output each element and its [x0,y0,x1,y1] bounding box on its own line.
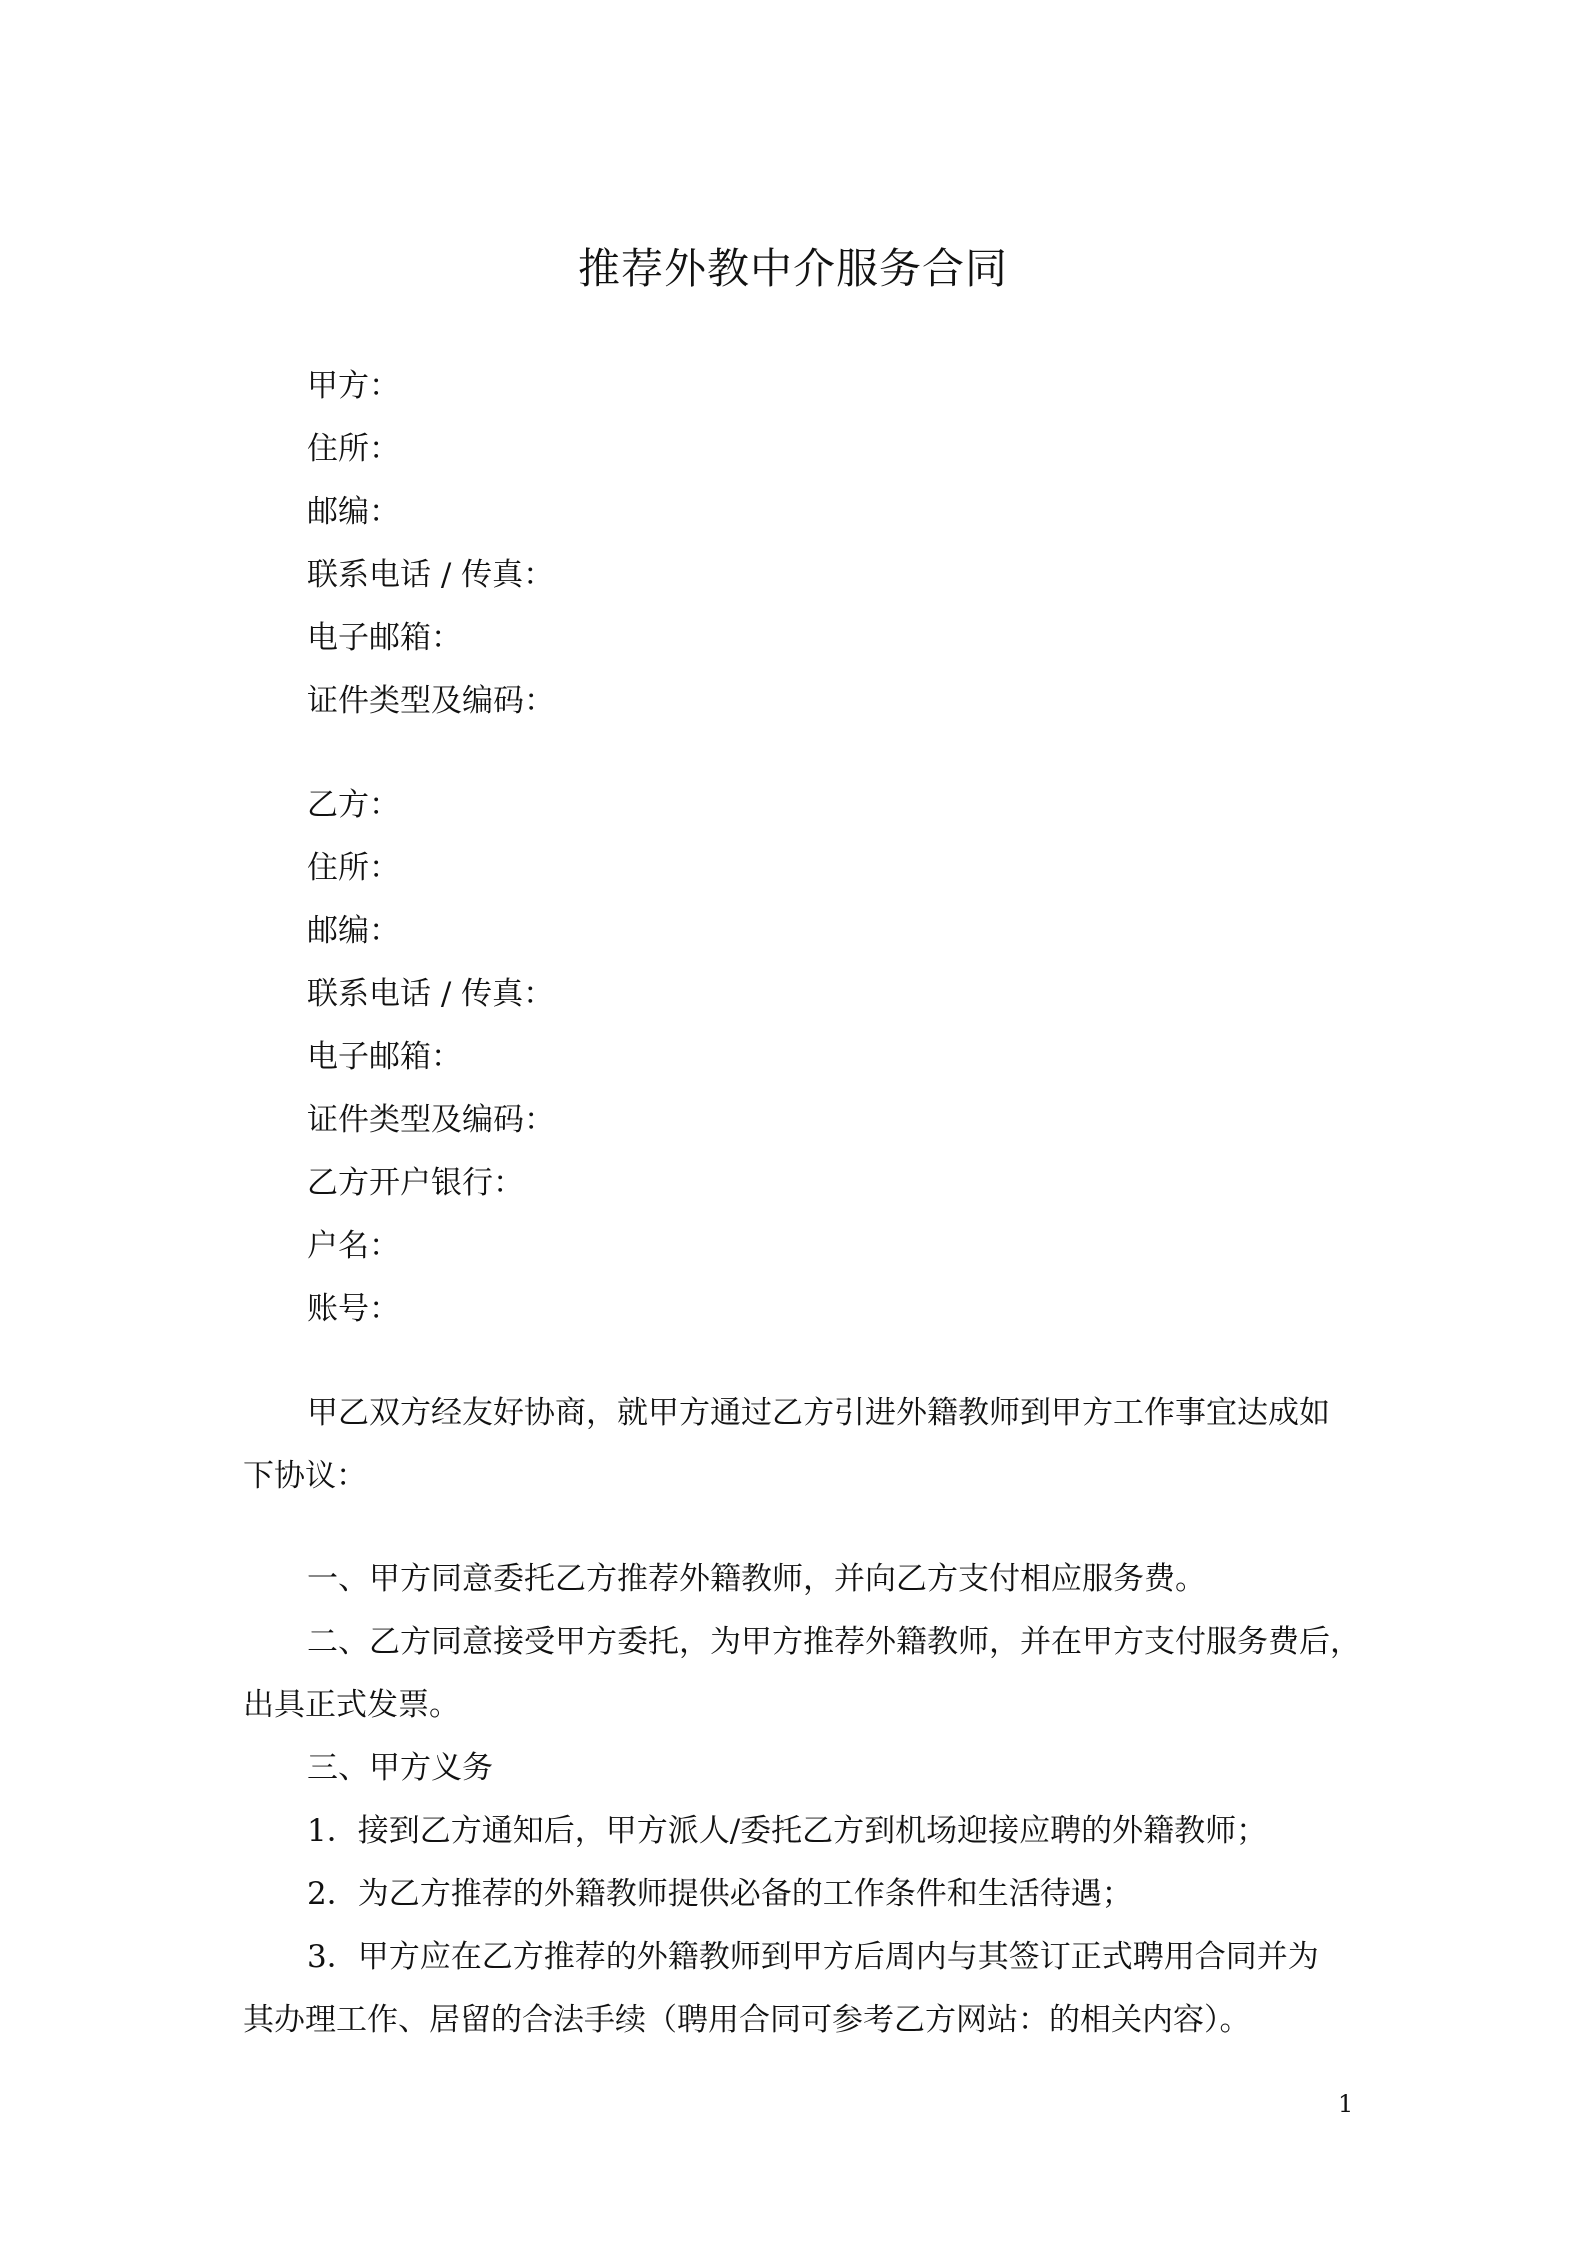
party-a-postcode-label: 邮编： [307,494,400,530]
clause-3-item-3-line-2: 其办理工作、居留的合法手续（聘用合同可参考乙方网站：的相关内容）。 [243,2002,1251,2038]
clause-3-item-3-line-1: 3．甲方应在乙方推荐的外籍教师到甲方后周内与其签订正式聘用合同并为 [307,1939,1319,1975]
clause-2-line-1: 二、乙方同意接受甲方委托，为甲方推荐外籍教师，并在甲方支付服务费后， [307,1624,1361,1660]
clause-3-heading: 三、甲方义务 [307,1750,493,1786]
party-a-email-label: 电子邮箱： [307,620,462,656]
party-b-id-label: 证件类型及编码： [307,1102,555,1138]
party-b-bank-label: 乙方开户银行： [307,1165,524,1201]
clause-2-line-2: 出具正式发票。 [243,1687,460,1723]
intro-line-2: 下协议： [243,1458,367,1494]
clause-3-item-1: 1．接到乙方通知后，甲方派人/委托乙方到机场迎接应聘的外籍教师； [307,1813,1268,1849]
page-number: 1 [1338,2090,1354,2118]
party-b-email-label: 电子邮箱： [307,1039,462,1075]
party-b-postcode-label: 邮编： [307,913,400,949]
party-b-name-label: 乙方： [307,787,400,823]
party-a-id-label: 证件类型及编码： [307,683,555,719]
party-b-phone-fax-label: 联系电话 / 传真： [307,976,555,1012]
clause-1: 一、甲方同意委托乙方推荐外籍教师，并向乙方支付相应服务费。 [307,1561,1206,1597]
party-b-address-label: 住所： [307,850,400,886]
clause-3-item-2: 2．为乙方推荐的外籍教师提供必备的工作条件和生活待遇； [307,1876,1133,1912]
party-a-address-label: 住所： [307,431,400,467]
document-title: 推荐外教中介服务合同 [577,244,1008,293]
party-b-account-name-label: 户名： [307,1228,400,1264]
party-a-name-label: 甲方： [307,368,400,404]
party-b-account-no-label: 账号： [307,1291,400,1327]
intro-line-1: 甲乙双方经友好协商，就甲方通过乙方引进外籍教师到甲方工作事宜达成如 [307,1395,1330,1431]
party-a-phone-fax-label: 联系电话 / 传真： [307,557,555,593]
